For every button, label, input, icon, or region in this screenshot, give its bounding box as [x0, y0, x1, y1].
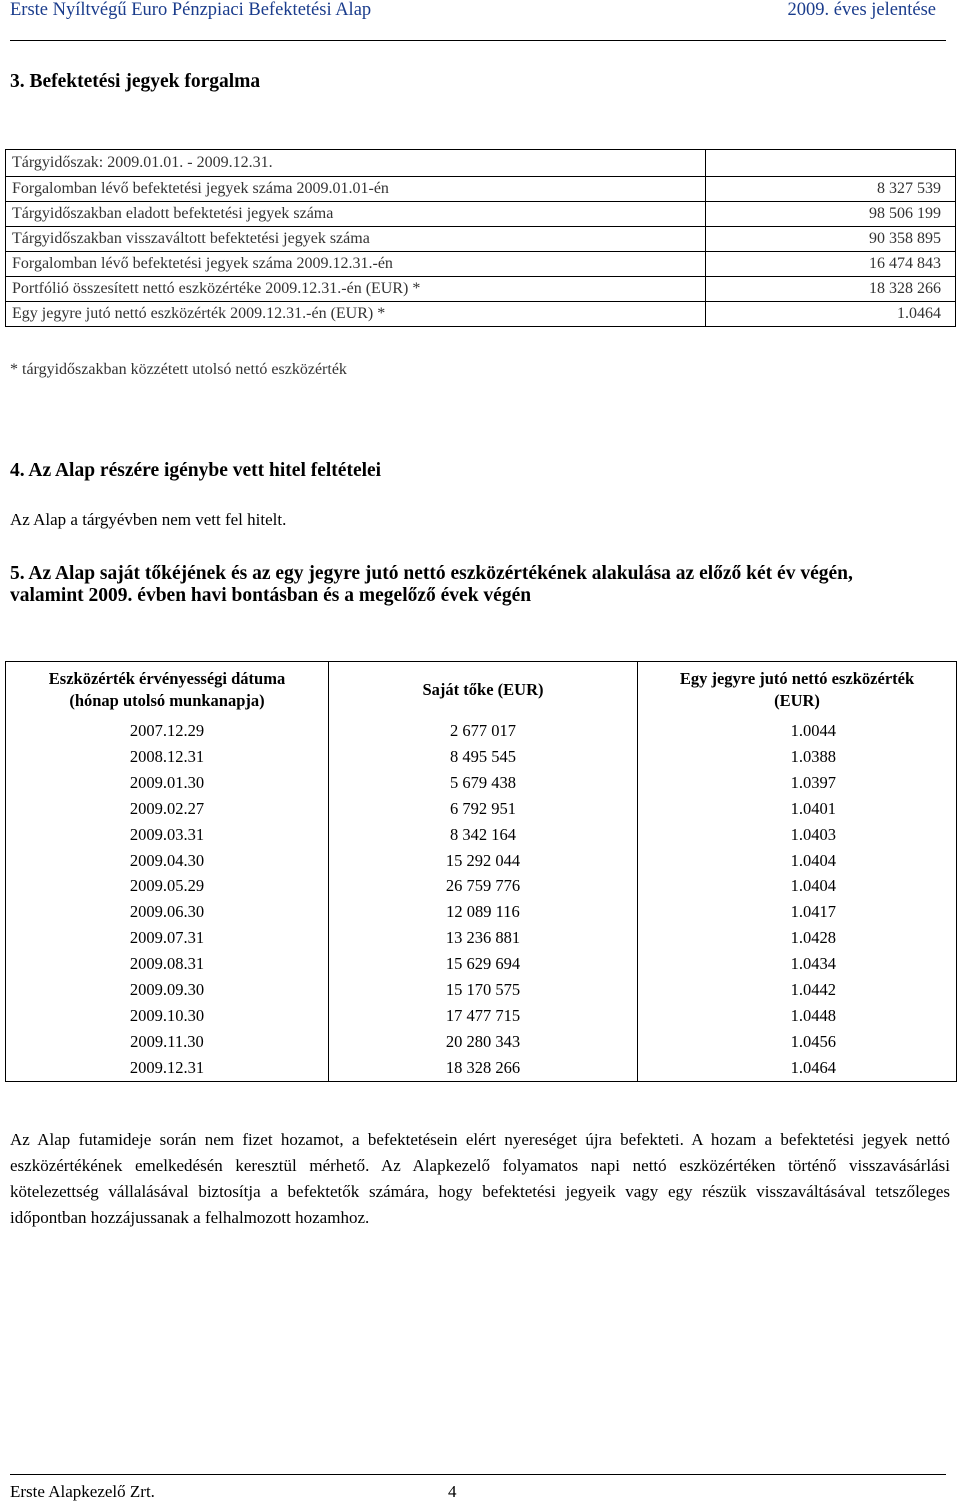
row-value: 1.0464	[706, 302, 956, 327]
equity-cell: 15 629 694	[329, 951, 638, 977]
column-header-line: (hónap utolsó munkanapja)	[69, 691, 265, 710]
date-cell: 2009.01.30	[6, 770, 329, 796]
footnote: * tárgyidőszakban közzétett utolsó nettó eszközérték	[10, 361, 347, 378]
date-cell: 2009.09.30	[6, 977, 329, 1003]
date-cell: 2007.12.29	[6, 718, 329, 744]
table-row	[6, 150, 956, 177]
column-header-nav	[638, 662, 957, 719]
equity-cell: 12 089 116	[329, 899, 638, 925]
row-label: Egy jegyre jutó nettó eszközérték 2009.12.31.-én (EUR) *	[6, 302, 706, 327]
row-value: 16 474 843	[706, 252, 956, 277]
date-cell: 2009.07.31	[6, 925, 329, 951]
table-row	[6, 202, 956, 227]
equity-cell: 8 342 164	[329, 822, 638, 848]
closing-paragraph: Az Alap futamideje során nem fizet hozamot, a befektetésein elért nyereséget újra befekteti. A hozam a befektetési jegyek nettó eszközértékének emelkedésén keresztül mérhető. Az Alapkezelő folyamatos napi nettó eszközértéken történő visszavásárlási kötelezettség vállalásával biztosítja a befektetők számára, hogy befektetési jegyeik vagy egy részük visszaváltásával tetszőleges időpontban hozzájussanak a felhalmozott hozamhoz.	[10, 1130, 950, 1227]
equity-cell: 15 170 575	[329, 977, 638, 1003]
column-header-line: Eszközérték érvényességi dátuma	[48, 669, 286, 688]
table-row	[6, 951, 957, 977]
equity-cell: 20 280 343	[329, 1029, 638, 1055]
row-value: 90 358 895	[706, 227, 956, 252]
nav-history-table	[5, 661, 957, 1082]
table-row	[6, 822, 957, 848]
nav-cell: 1.0434	[790, 954, 836, 974]
date-cell: 2009.06.30	[6, 899, 329, 925]
nav-cell: 1.0404	[790, 876, 836, 896]
column-header-line: Egy jegyre jutó nettó eszközérték	[679, 669, 915, 688]
row-label: Forgalomban lévő befektetési jegyek száma 2009.12.31.-én	[6, 252, 706, 277]
row-value: 18 328 266	[706, 277, 956, 302]
nav-cell: 1.0448	[790, 1005, 836, 1025]
equity-cell: 13 236 881	[329, 925, 638, 951]
equity-cell: 17 477 715	[329, 1003, 638, 1029]
table-row	[6, 770, 957, 796]
row-label: Portfólió összesített nettó eszközértéke 2009.12.31.-én (EUR) *	[6, 277, 706, 302]
table-row	[6, 227, 956, 252]
nav-cell: 1.0401	[790, 798, 836, 818]
fund-name: Erste Nyíltvégű Euro Pénzpiaci Befektetési Alap	[10, 0, 372, 20]
footer-divider	[10, 1474, 946, 1475]
row-label: Tárgyidőszak: 2009.01.01. - 2009.12.31.	[6, 150, 706, 177]
date-cell: 2008.12.31	[6, 744, 329, 770]
table-body	[6, 718, 957, 1081]
row-label: Tárgyidőszakban eladott befektetési jegyek száma	[6, 202, 706, 227]
section4-title: 4. Az Alap részére igénybe vett hitel feltételei	[10, 460, 382, 481]
nav-cell: 1.0403	[790, 824, 836, 844]
date-cell: 2009.11.30	[6, 1029, 329, 1055]
table-row	[6, 744, 957, 770]
equity-cell: 8 495 545	[329, 744, 638, 770]
date-cell: 2009.04.30	[6, 848, 329, 874]
column-header-date	[6, 662, 329, 719]
table-row	[6, 873, 957, 899]
table-row	[6, 1055, 957, 1081]
page-number: 4	[448, 1482, 457, 1501]
nav-cell: 1.0456	[790, 1031, 836, 1051]
equity-cell: 15 292 044	[329, 848, 638, 874]
row-value	[706, 150, 956, 177]
date-cell: 2009.12.31	[6, 1055, 329, 1081]
table-row	[6, 277, 956, 302]
table-row	[6, 925, 957, 951]
turnover-table	[5, 149, 956, 327]
table-row	[6, 848, 957, 874]
date-cell: 2009.03.31	[6, 822, 329, 848]
nav-cell: 1.0428	[790, 928, 836, 948]
column-header-line: (EUR)	[774, 691, 820, 710]
row-label: Forgalomban lévő befektetési jegyek száma 2009.01.01-én	[6, 177, 706, 202]
date-cell: 2009.10.30	[6, 1003, 329, 1029]
page-header	[10, 0, 946, 41]
nav-cell: 1.0464	[790, 1057, 836, 1077]
row-value: 8 327 539	[706, 177, 956, 202]
table-row	[6, 177, 956, 202]
nav-cell: 1.0442	[790, 980, 836, 1000]
nav-cell: 1.0404	[790, 850, 836, 870]
nav-cell: 1.0397	[790, 772, 836, 792]
footer-company: Erste Alapkezelő Zrt.	[10, 1482, 155, 1501]
date-cell: 2009.08.31	[6, 951, 329, 977]
row-value: 98 506 199	[706, 202, 956, 227]
section5-title	[10, 563, 946, 607]
table-row	[6, 1003, 957, 1029]
equity-cell: 6 792 951	[329, 796, 638, 822]
section5-title-line2: valamint 2009. évben havi bontásban és a megelőző évek végén	[10, 585, 532, 606]
equity-cell: 18 328 266	[329, 1055, 638, 1081]
date-cell: 2009.05.29	[6, 873, 329, 899]
report-title: 2009. éves jelentése	[787, 0, 936, 20]
column-header-line: Saját tőke (EUR)	[422, 680, 544, 699]
section5-title-line1: 5. Az Alap saját tőkéjének és az egy jegyre jutó nettó eszközértékének alakulása az előző két év végén,	[10, 563, 853, 584]
nav-cell: 1.0417	[790, 902, 836, 922]
column-header-equity	[329, 662, 638, 719]
table-row	[6, 302, 956, 327]
table-row	[6, 977, 957, 1003]
section4-text: Az Alap a tárgyévben nem vett fel hitelt.	[10, 510, 287, 529]
equity-cell: 2 677 017	[329, 718, 638, 744]
table-row	[6, 718, 957, 744]
table-row	[6, 1029, 957, 1055]
table-row	[6, 796, 957, 822]
row-label: Tárgyidőszakban visszaváltott befektetési jegyek száma	[6, 227, 706, 252]
nav-cell: 1.0044	[790, 721, 836, 740]
nav-cell: 1.0388	[790, 746, 836, 766]
table-header-row	[6, 662, 957, 719]
equity-cell: 5 679 438	[329, 770, 638, 796]
table-row	[6, 252, 956, 277]
table-row	[6, 899, 957, 925]
date-cell: 2009.02.27	[6, 796, 329, 822]
section3-title: 3. Befektetési jegyek forgalma	[10, 71, 261, 92]
equity-cell: 26 759 776	[329, 873, 638, 899]
